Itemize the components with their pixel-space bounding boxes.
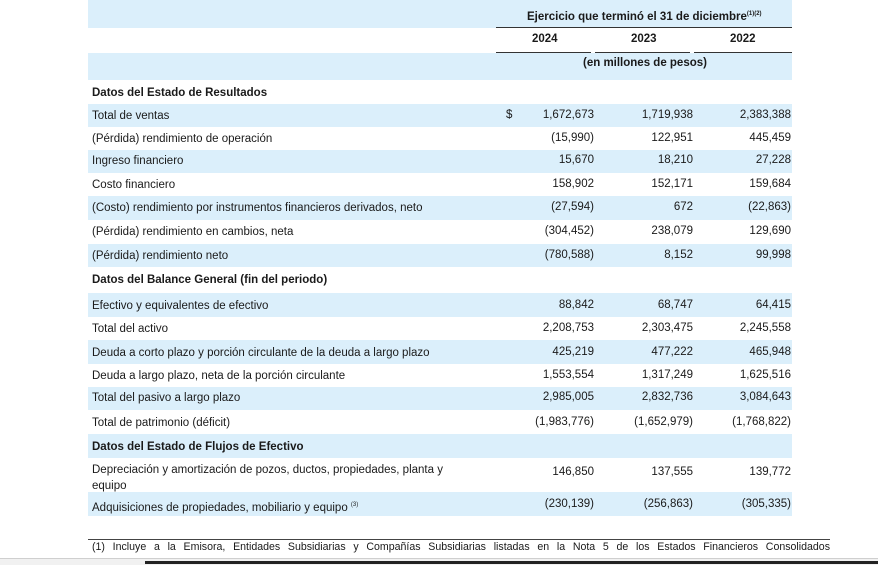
table-row [88, 293, 792, 317]
value-2024: 15,670 [558, 154, 594, 166]
table-row [88, 458, 792, 492]
value-2023: 1,719,938 [641, 109, 693, 121]
value-2023: 8,152 [664, 249, 693, 261]
section-title-text: Datos del Estado de Resultados [92, 87, 268, 99]
row-label: (Pérdida) rendimiento de operación [92, 133, 273, 145]
value-2024: 88,842 [558, 299, 594, 311]
value-2024: (15,990) [551, 132, 594, 144]
value-2024: (1,983,776) [535, 416, 594, 428]
value-2023: 477,222 [651, 346, 693, 358]
table-row [88, 244, 792, 267]
value-2022: 2,245,558 [739, 322, 791, 334]
value-2024: 425,219 [552, 346, 594, 358]
year-2024: 2024 [532, 33, 558, 45]
value-2024: (27,594) [551, 201, 594, 213]
value-2022: 27,228 [755, 154, 791, 166]
value-2024: 146,850 [552, 466, 594, 478]
value-2024: (230,139) [544, 498, 594, 510]
value-2022: 1,625,516 [739, 369, 791, 381]
value-2023: 238,079 [651, 225, 693, 237]
value-2022: 64,415 [755, 299, 791, 311]
section-title-cashflow [88, 434, 792, 458]
value-2023: 152,171 [651, 178, 693, 190]
value-2023: (1,652,979) [634, 416, 693, 428]
value-2022: (1,768,822) [732, 416, 791, 428]
value-2022: 3,084,643 [739, 391, 791, 403]
header-rule-top [496, 27, 792, 28]
table-row [88, 220, 792, 244]
value-2023: 1,317,249 [641, 369, 693, 381]
value-2023: (256,863) [643, 498, 693, 510]
section-title-text: Datos del Balance General (fin del periodo) [92, 274, 328, 286]
table-row [88, 364, 792, 387]
year-2023: 2023 [631, 33, 657, 45]
row-label: Costo financiero [92, 179, 176, 191]
value-2022: 139,772 [749, 466, 791, 478]
value-2023: 137,555 [651, 466, 693, 478]
value-2024: 2,208,753 [542, 322, 594, 334]
table-row [88, 104, 792, 127]
row-label: (Pérdida) rendimiento neto [92, 250, 229, 262]
value-2022: 99,998 [755, 249, 791, 261]
footnote: (1) Incluye a la Emisora, Entidades Subsidiarias y Compañías Subsidiarias listadas en la Nota 5 de los Estados Financieros Consolidados [92, 541, 830, 553]
value-2024: 1,672,673 [542, 109, 594, 121]
table-row [88, 196, 792, 220]
footnote-rule [88, 539, 830, 540]
value-2023: 18,210 [657, 154, 693, 166]
value-2022: 445,459 [749, 132, 791, 144]
section-title-text: Datos del Estado de Flujos de Efectivo [92, 441, 304, 453]
value-2022: 2,383,388 [739, 109, 791, 121]
value-2023: 2,303,475 [641, 322, 693, 334]
value-2024: 158,902 [552, 178, 594, 190]
row-label: (Costo) rendimiento por instrumentos financieros derivados, neto [92, 202, 423, 214]
table-row [88, 492, 792, 516]
value-2023: 122,951 [651, 132, 693, 144]
row-label: Deuda a corto plazo y porción circulante de la deuda a largo plazo [92, 347, 430, 359]
row-label: Efectivo y equivalentes de efectivo [92, 300, 269, 312]
value-2022: 159,684 [749, 178, 791, 190]
table-row [88, 317, 792, 340]
row-label [92, 498, 358, 515]
value-2023: 2,832,736 [641, 391, 693, 403]
year-2022: 2022 [730, 33, 756, 45]
currency-symbol: $ [506, 109, 513, 121]
value-2022: 129,690 [749, 225, 791, 237]
section-title-results [88, 81, 792, 104]
row-label: Total del pasivo a largo plazo [92, 392, 241, 404]
row-label: Total de patrimonio (déficit) [92, 417, 231, 429]
table-row [88, 150, 792, 173]
table-row [88, 127, 792, 150]
value-2022: (22,863) [748, 201, 791, 213]
value-2022: 465,948 [749, 346, 791, 358]
table-row [88, 340, 792, 364]
row-label: Total de ventas [92, 110, 170, 122]
value-2023: 68,747 [657, 299, 693, 311]
units-label: (en millones de pesos) [583, 57, 707, 69]
section-title-balance [88, 267, 792, 293]
value-2023: 672 [673, 201, 693, 213]
period-title-text: Ejercicio que terminó el 31 de diciembre [527, 11, 747, 23]
row-label: Ingreso financiero [92, 155, 184, 167]
row-note: (3) [350, 502, 359, 508]
table-row [88, 173, 792, 196]
table-row [88, 387, 792, 410]
period-note: (1)(2) [746, 11, 762, 18]
value-2024: (304,452) [544, 225, 594, 237]
row-label: Depreciación y amortización de pozos, ductos, propiedades, planta y equipo [92, 464, 443, 492]
row-label: Deuda a largo plazo, neta de la porción circulante [92, 370, 346, 382]
row-label: (Pérdida) rendimiento en cambios, neta [92, 226, 294, 238]
value-2024: 2,985,005 [542, 391, 594, 403]
value-2022: (305,335) [741, 498, 791, 510]
row-label: Total del activo [92, 323, 169, 335]
row-label-text: Adquisiciones de propiedades, mobiliario y equipo [92, 501, 348, 514]
value-2024: 1,553,554 [542, 369, 594, 381]
value-2024: (780,588) [544, 249, 594, 261]
period-title [527, 11, 762, 23]
table-row [88, 410, 792, 434]
